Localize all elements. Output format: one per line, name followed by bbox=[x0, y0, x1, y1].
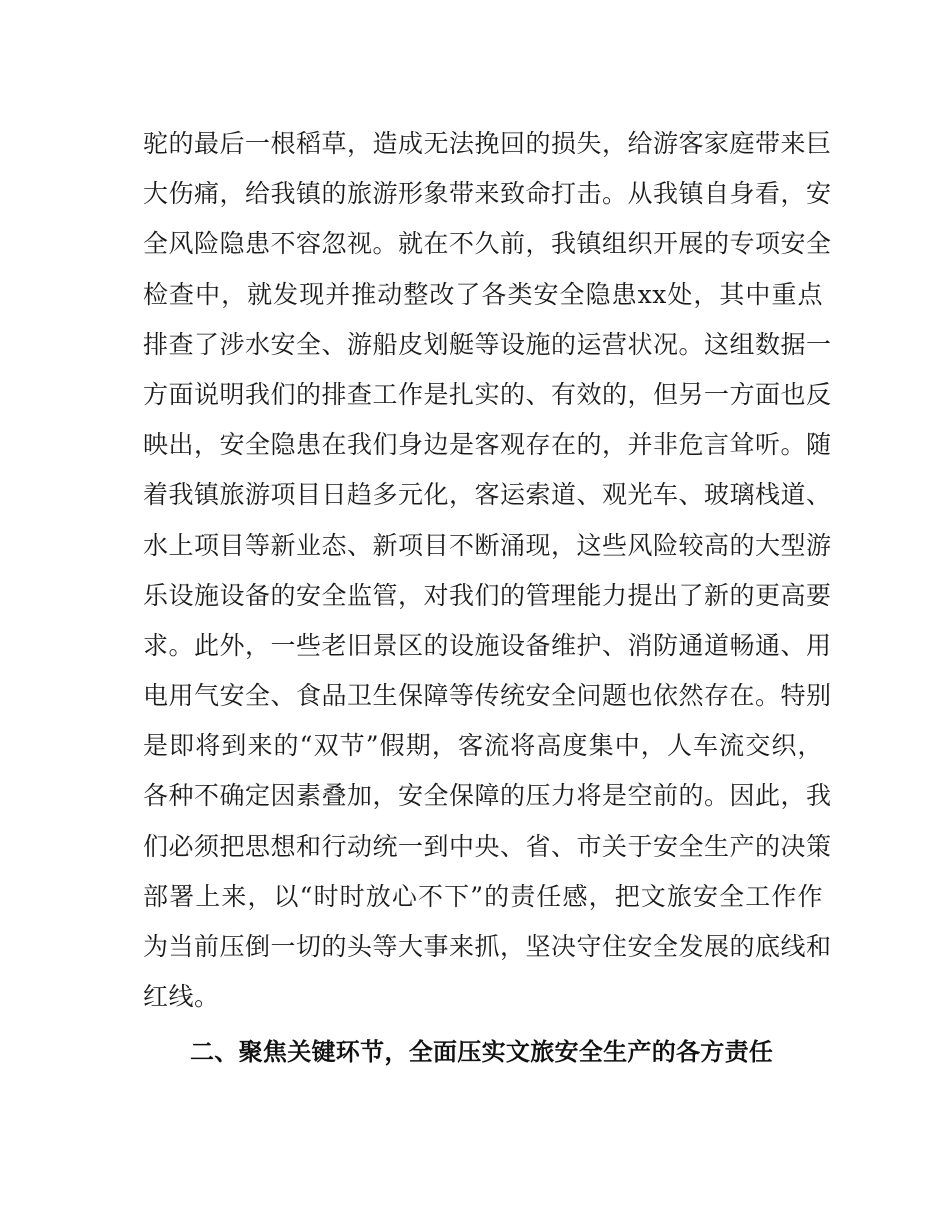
paragraph-line: 们必须把思想和行动统一到中央、省、市关于安全生产的决策 bbox=[143, 831, 832, 861]
paragraph-line: 方面说明我们的排查工作是扎实的、有效的，但另一方面也反 bbox=[143, 379, 832, 409]
paragraph-line: 水上项目等新业态、新项目不断涌现，这些风险较高的大型游 bbox=[143, 530, 832, 560]
paragraph-line: 乐设施设备的安全监管，对我们的管理能力提出了新的更高要 bbox=[143, 580, 832, 610]
paragraph-line: 为当前压倒一切的头等大事来抓，坚决守住安全发展的底线和 bbox=[143, 932, 832, 961]
paragraph-line: 大伤痛，给我镇的旅游形象带来致命打击。从我镇自身看，安 bbox=[143, 179, 832, 209]
paragraph-line: 红线。 bbox=[143, 982, 220, 1012]
paragraph-line: 部署上来，以“时时放心不下”的责任感，把文旅安全工作作 bbox=[143, 881, 823, 911]
paragraph-line: 排查了涉水安全、游船皮划艇等设施的运营状况。这组数据一 bbox=[143, 329, 832, 359]
paragraph-line: 求。此外，一些老旧景区的设施设备维护、消防通道畅通、用 bbox=[143, 630, 832, 660]
paragraph-line: 检查中，就发现并推动整改了各类安全隐患xx处，其中重点 bbox=[143, 279, 823, 309]
paragraph-line: 是即将到来的“双节”假期，客流将高度集中，人车流交织， bbox=[143, 731, 823, 761]
paragraph-line: 驼的最后一根稻草，造成无法挽回的损失，给游客家庭带来巨 bbox=[143, 129, 832, 158]
section-heading: 二、聚焦关键环节，全面压实文旅安全生产的各方责任 bbox=[190, 1038, 774, 1066]
paragraph-line: 着我镇旅游项目日趋多元化，客运索道、观光车、玻璃栈道、 bbox=[143, 480, 832, 510]
paragraph-line: 映出，安全隐患在我们身边是客观存在的，并非危言耸听。随 bbox=[143, 430, 832, 460]
paragraph-line: 各种不确定因素叠加，安全保障的压力将是空前的。因此，我 bbox=[143, 781, 832, 811]
paragraph-line: 全风险隐患不容忽视。就在不久前，我镇组织开展的专项安全 bbox=[143, 229, 832, 259]
paragraph-line: 电用气安全、食品卫生保障等传统安全问题也依然存在。特别 bbox=[143, 681, 832, 711]
body-paragraph bbox=[143, 123, 832, 1026]
